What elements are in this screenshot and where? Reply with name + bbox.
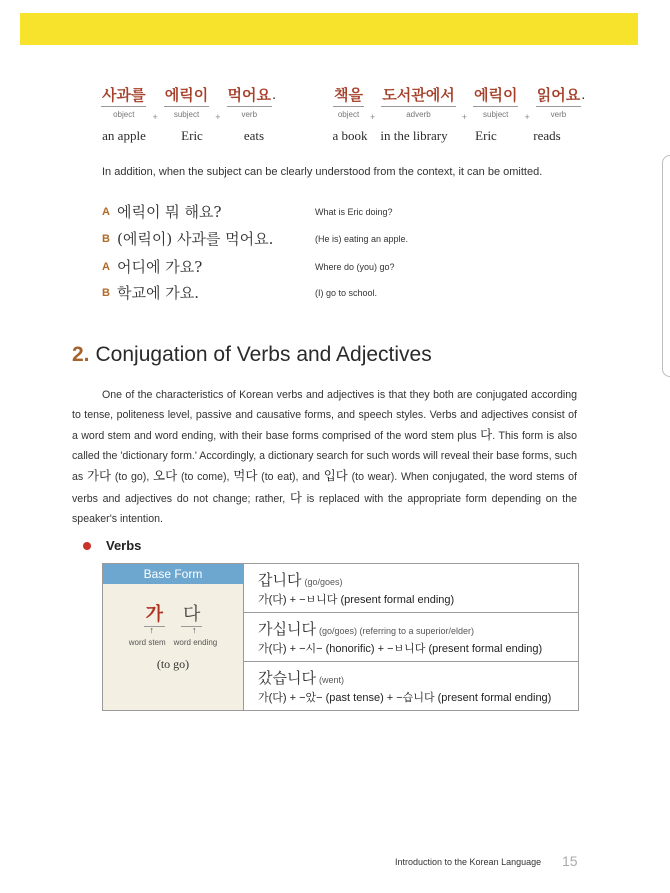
dialogue-line bbox=[102, 282, 377, 303]
korean-term: 오다 bbox=[153, 468, 178, 484]
word-role: object bbox=[113, 110, 135, 119]
text: One of the characteristics of Korean verbs and adjectives is that they both are conjugated according to tense, politeness level, passive and causative forms, and speech styles. Verbs and adjectives consist of a word stem and word ending, with their base forms comprised of the word stem plus bbox=[72, 389, 577, 443]
word-block bbox=[381, 86, 455, 119]
conjugated-form: 갑니다 bbox=[258, 571, 302, 589]
subsection-title: Verbs bbox=[106, 538, 142, 553]
korean-term: 다 bbox=[289, 489, 302, 505]
plus-sign: + bbox=[369, 112, 376, 122]
base-form-cell bbox=[103, 564, 244, 710]
word-role: object bbox=[337, 110, 360, 119]
arrows bbox=[103, 625, 243, 635]
form-meaning: (go/goes) (referring to a superior/elder) bbox=[318, 626, 475, 636]
korean-term: 가다 bbox=[86, 468, 112, 484]
conjugation-rows bbox=[244, 564, 578, 710]
form-meaning: (go/goes) bbox=[304, 577, 343, 587]
english-gloss: in the library bbox=[380, 128, 448, 143]
english-gloss: Eric bbox=[475, 128, 497, 143]
example-sentence-1 bbox=[101, 86, 276, 122]
word-block bbox=[164, 86, 209, 119]
conjugation-table bbox=[102, 563, 579, 711]
stem-label: word stem bbox=[128, 638, 166, 647]
subsection-bullet bbox=[83, 538, 141, 553]
arrow-up-icon: ↑ bbox=[192, 625, 197, 635]
running-footer: Introduction to the Korean Language bbox=[395, 857, 542, 867]
korean-term: 입다 bbox=[323, 468, 348, 484]
speaker-label: A bbox=[102, 205, 110, 218]
part-labels bbox=[103, 638, 243, 647]
example-sentence-2 bbox=[333, 86, 585, 122]
text: (to eat), and bbox=[257, 471, 324, 484]
word-role: subject bbox=[173, 110, 200, 119]
period: . bbox=[271, 86, 277, 103]
period: . bbox=[581, 86, 586, 103]
word-block bbox=[333, 86, 364, 119]
body-paragraph bbox=[72, 386, 577, 529]
korean-term: 먹다 bbox=[233, 468, 258, 484]
english-translation: (I) go to school. bbox=[315, 287, 378, 298]
korean-line: 학교에 가요. bbox=[117, 284, 199, 302]
conjugated-form: 가십니다 bbox=[258, 620, 316, 638]
word-block bbox=[227, 86, 272, 119]
korean-word: 책을 bbox=[333, 86, 364, 107]
table-row bbox=[244, 613, 578, 662]
bullet-dot-icon bbox=[83, 542, 91, 550]
table-row bbox=[244, 564, 578, 613]
speaker-label: B bbox=[102, 232, 110, 245]
conjugated-form: 갔습니다 bbox=[258, 669, 316, 687]
word-block bbox=[473, 86, 518, 119]
plus-sign: + bbox=[215, 112, 221, 122]
form-meaning: (went) bbox=[318, 675, 344, 685]
korean-word: 먹어요 bbox=[227, 86, 272, 107]
english-gloss: eats bbox=[243, 128, 265, 143]
section-number: 2. bbox=[72, 343, 90, 366]
plus-sign: + bbox=[524, 112, 530, 122]
korean-line: 에릭이 뭐 해요? bbox=[117, 203, 222, 221]
speaker-label: A bbox=[102, 260, 110, 273]
base-form-gloss: (to go) bbox=[156, 657, 190, 671]
korean-line: 어디에 가요? bbox=[117, 258, 203, 276]
dialogue-line bbox=[102, 256, 395, 277]
plus-sign: + bbox=[461, 112, 467, 122]
word-role: adverb bbox=[406, 110, 431, 119]
context-note: In addition, when the subject can be clearly understood from the context, it can be omitted. bbox=[102, 166, 543, 178]
arrow-up-icon: ↑ bbox=[149, 625, 154, 635]
word-role: verb bbox=[550, 110, 567, 119]
korean-word: 에릭이 bbox=[473, 86, 518, 107]
text: (to come), bbox=[177, 471, 234, 484]
text: is replaced with the appropriate form depending on the speaker's intention. bbox=[72, 492, 577, 525]
english-gloss: a book bbox=[332, 128, 368, 143]
korean-word: 읽어요 bbox=[536, 86, 581, 107]
korean-word: 도서관에서 bbox=[381, 86, 455, 107]
word-role: subject bbox=[483, 110, 509, 119]
table-row bbox=[244, 662, 578, 710]
word-role: verb bbox=[241, 110, 258, 119]
base-form-word bbox=[103, 600, 243, 627]
section-heading bbox=[72, 343, 432, 367]
scroll-indicator[interactable] bbox=[662, 155, 670, 377]
word-block bbox=[101, 86, 146, 119]
word-ending: 다 bbox=[181, 600, 202, 627]
korean-term: 다 bbox=[480, 427, 493, 443]
header-color-bar bbox=[20, 13, 638, 45]
english-gloss: Eric bbox=[181, 128, 203, 143]
section-title: Conjugation of Verbs and Adjectives bbox=[95, 343, 432, 366]
form-breakdown: 가(다) + −ㅂ니다 (present formal ending) bbox=[258, 594, 455, 606]
english-gloss: reads bbox=[533, 128, 561, 143]
ending-label: word ending bbox=[173, 638, 218, 647]
text: . This form is also called the 'dictionary form.' Accordingly, a dictionary search for such words will reveal their base forms, such as bbox=[72, 430, 577, 484]
dialogue-line bbox=[102, 228, 408, 249]
page-number: 15 bbox=[562, 853, 578, 869]
form-breakdown: 가(다) + −았− (past tense) + −습니다 (present formal ending) bbox=[258, 692, 552, 704]
korean-word: 에릭이 bbox=[164, 86, 209, 107]
english-translation: (He is) eating an apple. bbox=[315, 233, 409, 244]
word-block bbox=[536, 86, 581, 119]
korean-word: 사과를 bbox=[101, 86, 146, 107]
text: (to go), bbox=[111, 471, 154, 484]
base-form-header: Base Form bbox=[103, 564, 243, 584]
speaker-label: B bbox=[102, 286, 110, 299]
korean-line: (에릭이) 사과를 먹어요. bbox=[117, 230, 274, 248]
word-stem: 가 bbox=[144, 600, 165, 627]
english-gloss: an apple bbox=[102, 128, 146, 143]
english-translation: What is Eric doing? bbox=[315, 206, 393, 217]
english-translation: Where do (you) go? bbox=[315, 261, 395, 272]
plus-sign: + bbox=[152, 112, 158, 122]
text: (to wear). When conjugated, the word stems of verbs and adjectives do not change; rather, bbox=[72, 471, 578, 505]
dialogue-line bbox=[102, 201, 393, 222]
form-breakdown: 가(다) + −시− (honorific) + −ㅂ니다 (present formal ending) bbox=[258, 643, 543, 655]
